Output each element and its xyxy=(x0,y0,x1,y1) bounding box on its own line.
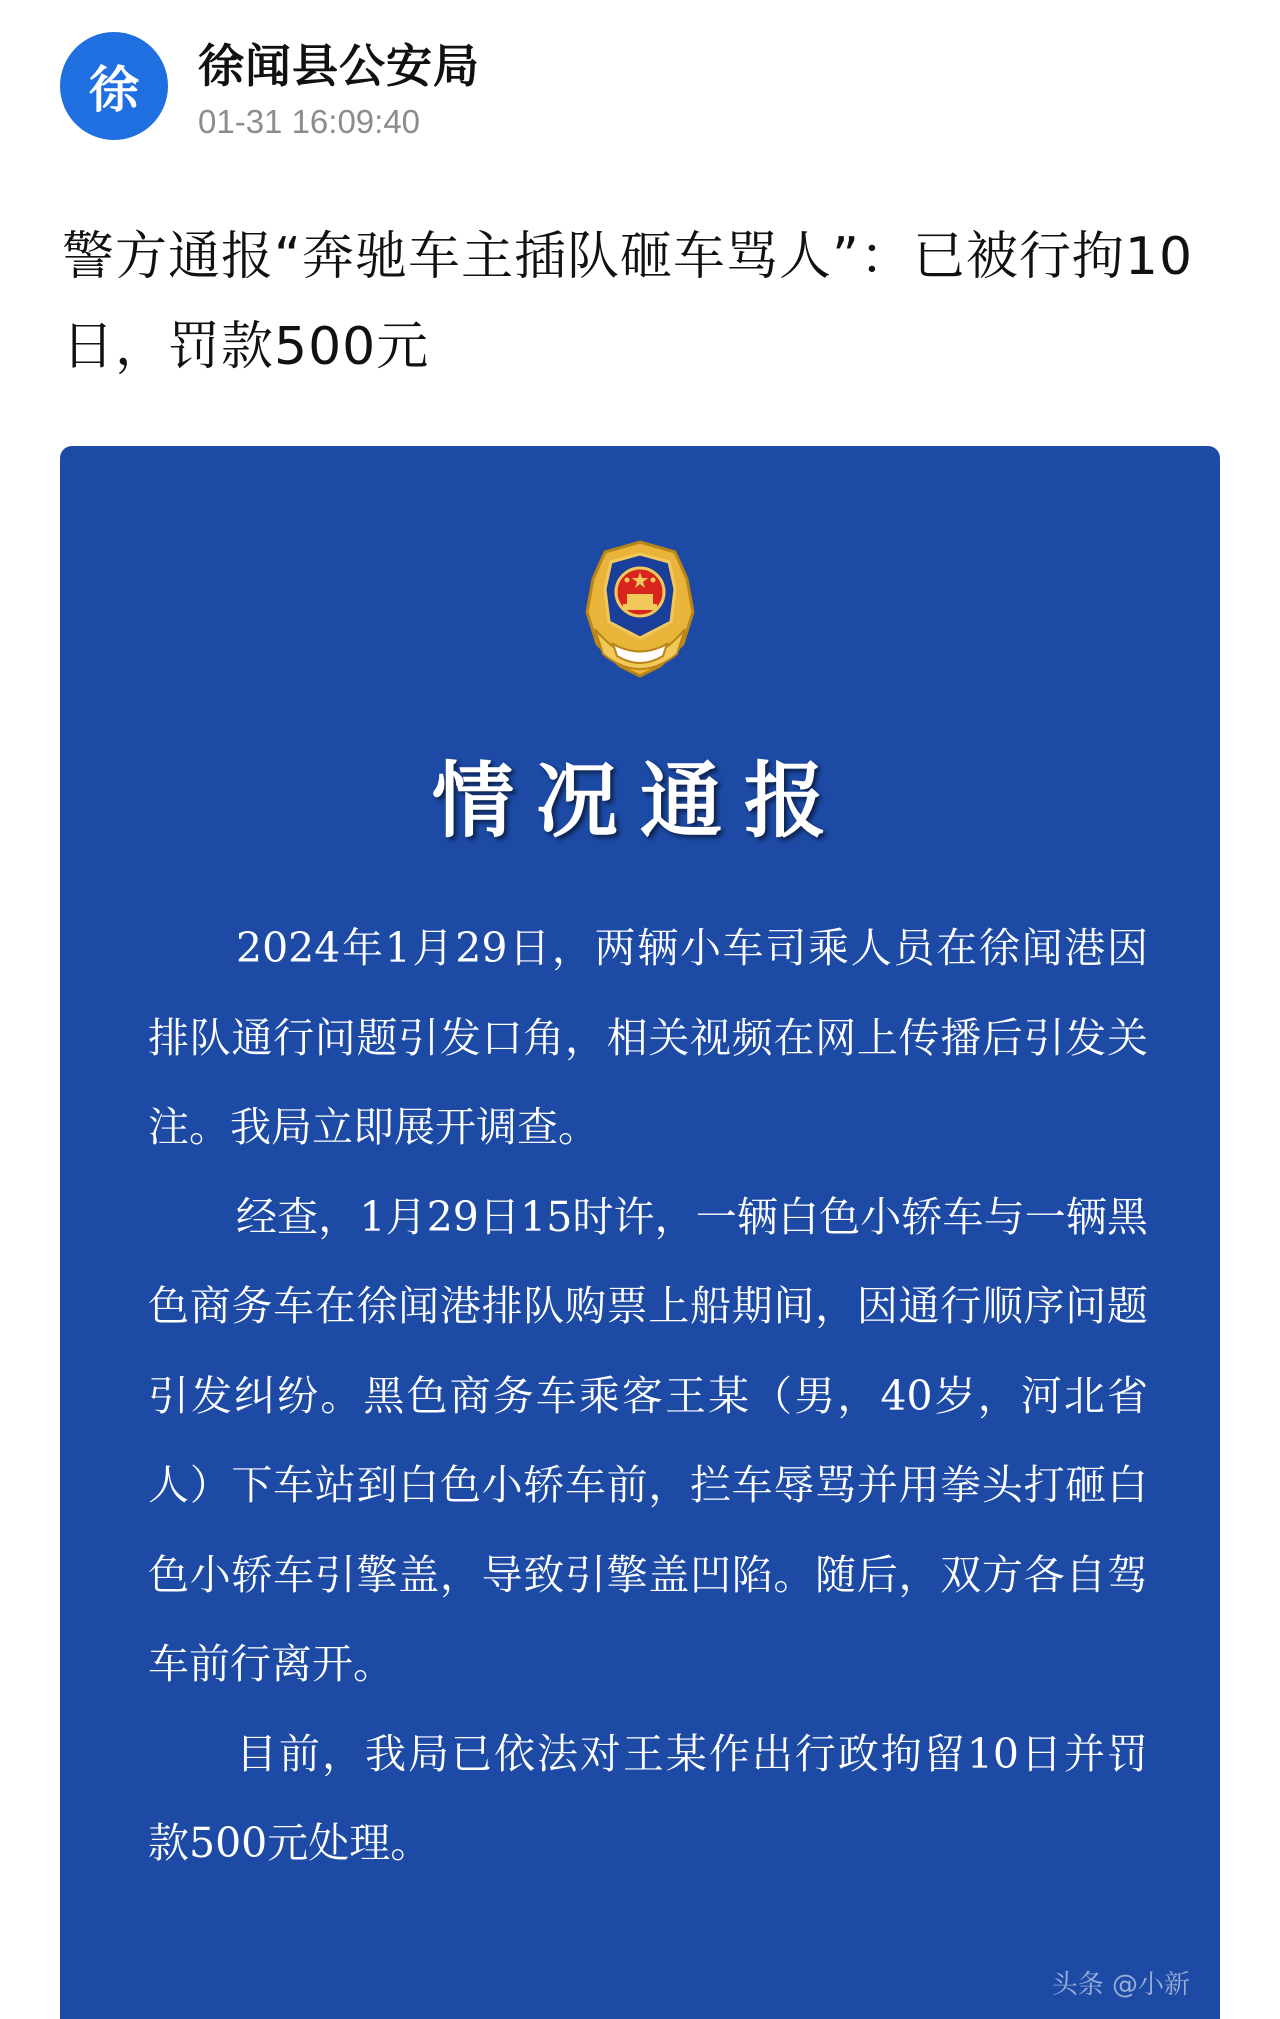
notice-paragraph-3: 目前，我局已依法对王某作出行政拘留10日并罚款500元处理。 xyxy=(148,1729,1148,1867)
notice-heading: 情况通报 xyxy=(431,753,848,849)
post-timestamp: 01-31 16:09:40 xyxy=(198,103,421,140)
account-avatar[interactable]: 徐 xyxy=(60,32,168,140)
post-title: 警方通报“奔驰车主插队砸车骂人”：已被行拘10日，罚款500元 xyxy=(62,227,1194,377)
account-name[interactable]: 徐闻县公安局 xyxy=(198,39,480,93)
police-emblem-icon xyxy=(565,534,715,684)
notice-paragraph-2: 经查，1月29日15时许，一辆白色小轿车与一辆黑色商务车在徐闻港排队购票上船期间，因通行顺序问题引发纠纷。黑色商务车乘客王某（男，40岁，河北省人）下车站到白色小轿车前，拦车辱骂并用拳头打砸白色小轿车引擎盖，导致引擎盖凹陷。随后，双方各自驾车前行离开。 xyxy=(148,1192,1148,1688)
watermark: 头条 @小新 xyxy=(1051,1970,1190,2000)
notice-body xyxy=(148,904,1148,1889)
post-header xyxy=(0,0,1280,150)
notice-paragraph-1: 2024年1月29日，两辆小车司乘人员在徐闻港因排队通行问题引发口角，相关视频在网上传播后引发关注。我局立即展开调查。 xyxy=(148,924,1148,1151)
notice-image[interactable] xyxy=(60,446,1220,2019)
